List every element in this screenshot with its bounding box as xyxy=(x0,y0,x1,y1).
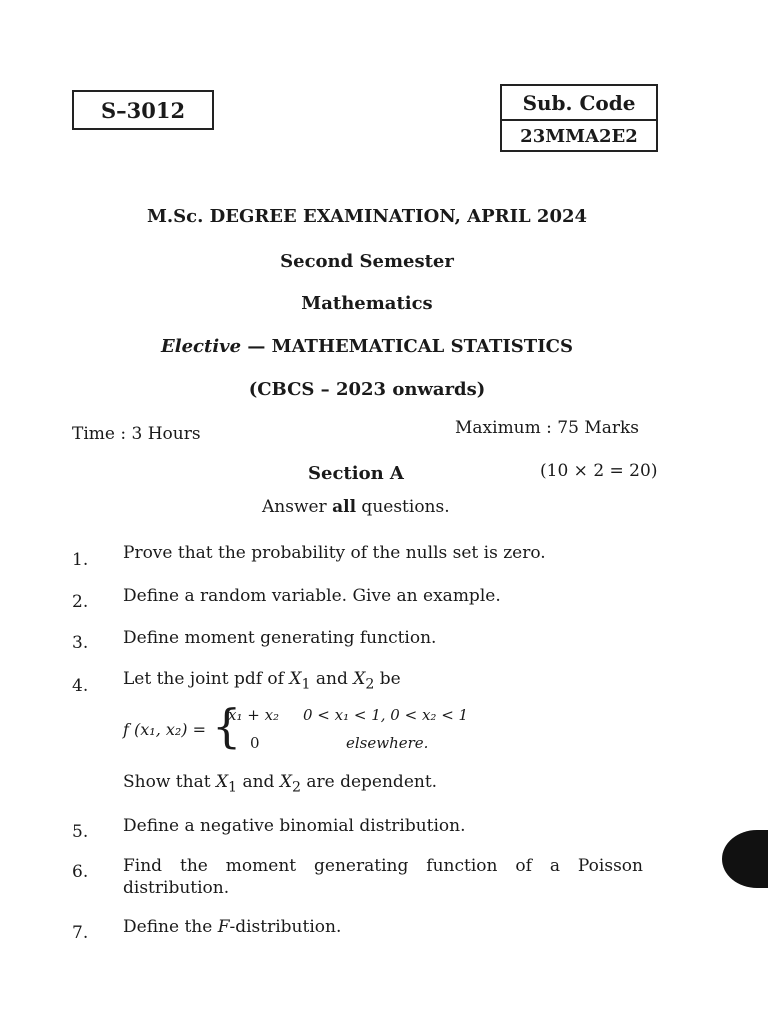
question-text: Define moment generating function. xyxy=(123,628,437,648)
q4-and: and xyxy=(310,669,354,689)
section-instruction xyxy=(262,497,450,517)
q4-sub2: 2 xyxy=(365,676,375,693)
q4-var1: X xyxy=(289,669,302,689)
instruction-bold: all xyxy=(332,497,357,517)
case2-condition: elsewhere. xyxy=(346,734,429,752)
q4-var2: X xyxy=(353,669,366,689)
q4-show-var2: X xyxy=(279,772,292,792)
q4-sub1: 1 xyxy=(301,676,311,693)
q7-text-pre: Define the xyxy=(123,917,218,937)
instruction-post: questions. xyxy=(356,497,450,517)
question-number: 2. xyxy=(72,592,89,612)
subject: Mathematics xyxy=(301,293,433,314)
question-text xyxy=(123,916,643,938)
section-name: Section A xyxy=(308,463,404,484)
paper-code-box xyxy=(72,90,214,130)
q4-show-sub1: 1 xyxy=(228,779,238,796)
case1-condition: 0 < x₁ < 1, 0 < x₂ < 1 xyxy=(303,706,469,724)
elective-name: MATHEMATICAL STATISTICS xyxy=(271,336,573,357)
sub-code-box xyxy=(500,84,658,152)
question-number: 6. xyxy=(72,862,89,882)
question-text: Define a negative binomial distribution. xyxy=(123,816,466,836)
formula-lhs: f (x₁, x₂) = xyxy=(123,720,207,739)
question-subtext xyxy=(123,771,643,798)
q4-text-pre: Let the joint pdf of xyxy=(123,669,290,689)
punch-hole-mark xyxy=(722,830,768,888)
q7-var: F xyxy=(217,917,230,937)
q7-text-post: -distribution. xyxy=(229,917,342,937)
q4-show-post: are dependent. xyxy=(300,772,438,792)
question-number: 7. xyxy=(72,923,89,943)
paper-code: S–3012 xyxy=(100,97,186,123)
sub-code-label: Sub. Code xyxy=(502,86,656,121)
time-allowed: Time : 3 Hours xyxy=(72,424,201,444)
elective-title xyxy=(0,336,734,357)
q4-show-and: and xyxy=(237,772,280,792)
question-number: 5. xyxy=(72,822,89,842)
question-number: 3. xyxy=(72,633,89,653)
question-number: 4. xyxy=(72,676,89,696)
q4-show-var1: X xyxy=(215,772,229,792)
maximum-marks: Maximum : 75 Marks xyxy=(455,418,640,438)
section-marks: (10 × 2 = 20) xyxy=(540,461,658,481)
elective-prefix: Elective xyxy=(161,336,242,357)
scheme: (CBCS – 2023 onwards) xyxy=(248,379,486,400)
semester: Second Semester xyxy=(280,251,454,272)
question-text: Find the moment generating function of a Poisson distribution. xyxy=(123,856,643,898)
q4-text-post: be xyxy=(374,669,401,689)
sub-code-value: 23MMA2E2 xyxy=(520,126,638,147)
exam-title: M.Sc. DEGREE EXAMINATION, APRIL 2024 xyxy=(146,206,588,227)
question-number: 1. xyxy=(72,550,89,570)
case2-expression: 0 xyxy=(250,734,260,752)
question-text xyxy=(123,668,643,695)
instruction-pre: Answer xyxy=(262,497,333,517)
question-text: Prove that the probability of the nulls set is zero. xyxy=(123,543,546,563)
question-text: Define a random variable. Give an example. xyxy=(123,586,501,606)
brace-symbol: { xyxy=(212,699,242,753)
elective-dash: — xyxy=(241,336,272,357)
case1-expression: x₁ + x₂ xyxy=(228,706,280,724)
q4-show-sub2: 2 xyxy=(291,779,301,796)
q4-show-pre: Show that xyxy=(123,772,216,792)
